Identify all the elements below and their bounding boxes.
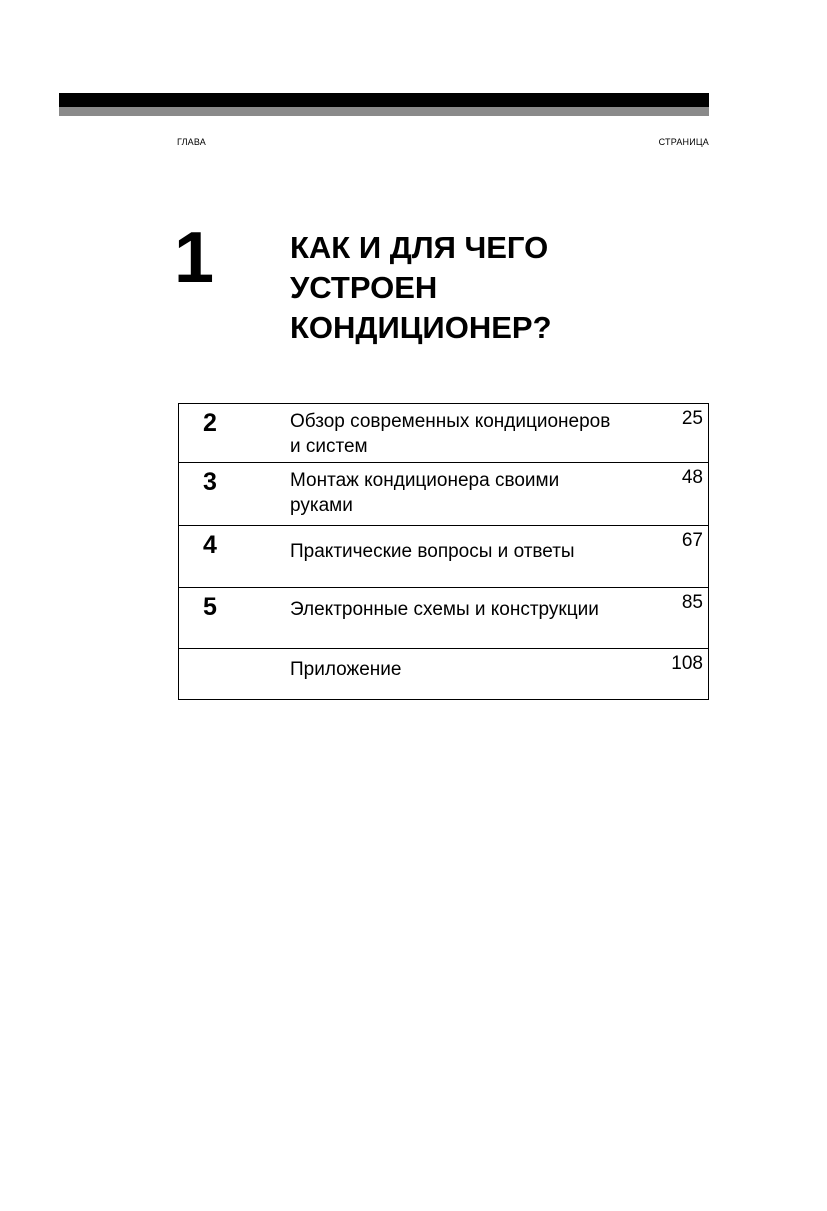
chapter-column-label: ГЛАВА	[177, 137, 206, 147]
chapter-number: 1	[174, 218, 215, 298]
table-of-contents	[178, 403, 709, 700]
toc-entry-appendix[interactable]	[179, 649, 708, 699]
toc-entry-number: 2	[203, 409, 217, 437]
toc-entry-chapter-3[interactable]	[179, 463, 708, 526]
toc-entry-title	[290, 597, 665, 622]
chapter-title-line: КОНДИЦИОНЕР?	[290, 310, 552, 345]
toc-entry-page: 67	[681, 530, 703, 551]
toc-entry-title-line: Обзор современных кондиционеров	[290, 411, 611, 432]
header-bar-gray	[59, 107, 709, 116]
toc-entry-page: 108	[671, 653, 703, 674]
toc-entry-title-line: Монтаж кондиционера своими	[290, 470, 560, 491]
toc-entry-chapter-4[interactable]	[179, 526, 708, 588]
chapter-title-line: КАК И ДЛЯ ЧЕГО	[290, 230, 549, 265]
toc-entry-title-line: и систем	[290, 436, 368, 457]
toc-entry-title-line: Электронные схемы и конструкции	[290, 599, 599, 620]
toc-entry-page: 25	[681, 408, 703, 429]
toc-entry-number: 3	[203, 468, 217, 496]
toc-entry-title-line: Практические вопросы и ответы	[290, 541, 575, 562]
toc-entry-number: 4	[203, 531, 217, 559]
page-column-label: СТРАНИЦА	[658, 137, 709, 147]
toc-entry-chapter-2[interactable]	[179, 404, 708, 463]
header-bar-black	[59, 93, 709, 107]
toc-entry-title	[290, 409, 665, 459]
chapter-title	[290, 228, 690, 348]
toc-entry-title	[290, 539, 665, 564]
toc-entry-page: 85	[681, 592, 703, 613]
toc-entry-page: 48	[681, 467, 703, 488]
toc-entry-number: 5	[203, 593, 217, 621]
toc-entry-title	[290, 657, 665, 682]
chapter-title-line: УСТРОЕН	[290, 270, 438, 305]
toc-entry-title-line: руками	[290, 495, 353, 516]
toc-entry-title-line: Приложение	[290, 659, 402, 680]
toc-entry-chapter-5[interactable]	[179, 588, 708, 649]
toc-entry-title	[290, 468, 665, 518]
